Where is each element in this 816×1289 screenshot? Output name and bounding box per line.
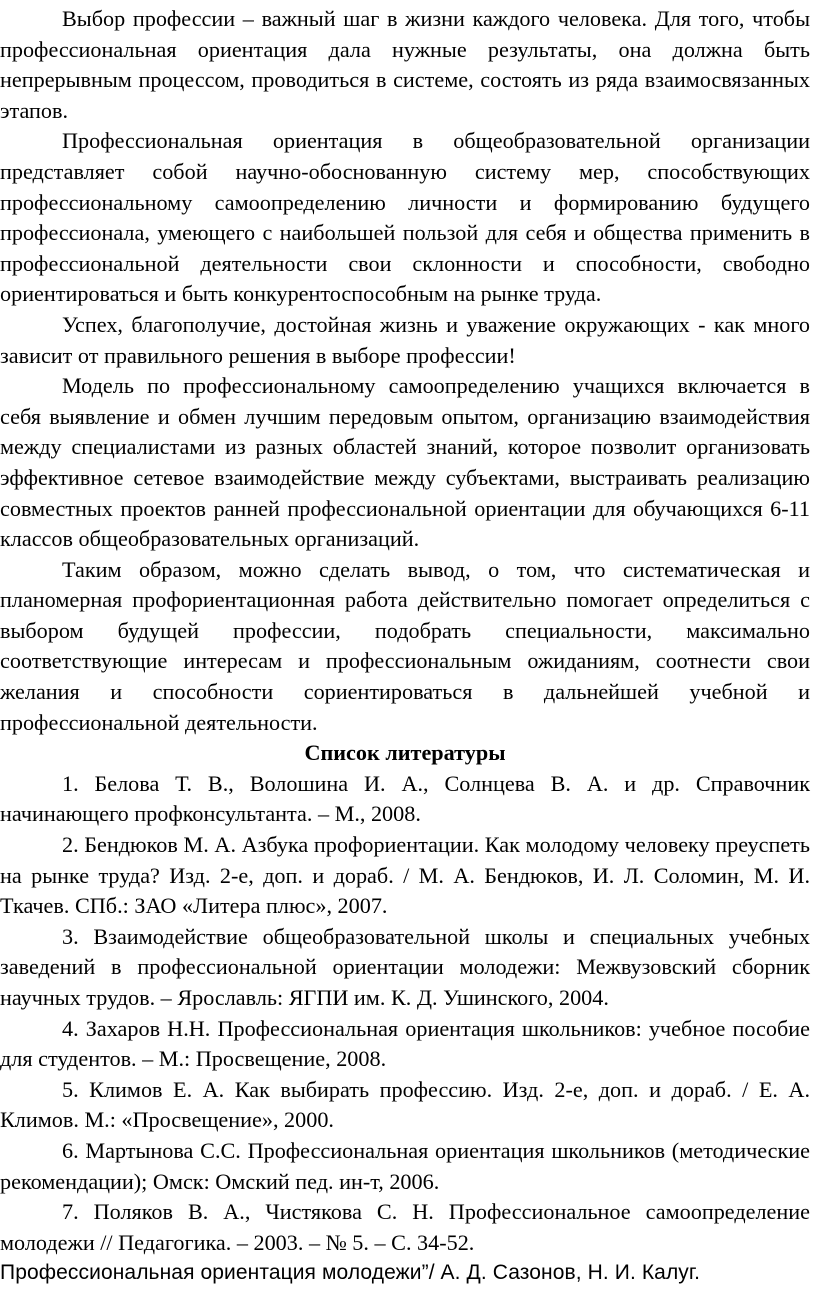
reference-item (0, 922, 810, 1014)
reference-number: 7. (62, 1199, 79, 1225)
body-paragraph-2: Профессиональная ориентация в общеобразовательной организации представляет собой научно-обоснованную систему мер, способствующих профессиональному самоопределению личности и формированию будущего профессионала, умеющего с наибольшей пользой для себя и общества применить в профессиональной деятельности свои склонности и способности, свободно ориентироваться и быть конкурентоспособным на рынке труда. (0, 128, 810, 307)
reference-item (0, 1014, 810, 1075)
reference-item (0, 769, 810, 830)
reference-number: 6. (62, 1137, 79, 1163)
reference-text: Поляков В. А., Чистякова С. Н. Профессиональное самоопределение молодежи // Педагогика. – 2003. – № 5. – С. 34-52. (0, 1199, 811, 1255)
body-paragraph-5: Таким образом, можно сделать вывод, о том, что систематическая и планомерная профориентационная работа действительно помогает определиться с выбором будущей профессии, подобрать специальности, максимально соответствующие интересам и профессиональным ожиданиям, соотнести свои желания и способности сориентироваться в дальнейшей учебной и профессиональной деятельности. (0, 556, 810, 735)
reference-number: 4. (62, 1015, 79, 1041)
reference-text: Бендюков М. А. Азбука профориентации. Как молодому человеку преуспеть на рынке труда? Изд. 2-е, доп. и дораб. / М. А. Бендюков, И. Л. Соломин, М. И. Ткачев. СПб.: ЗАО «Литера плюс», 2007. (0, 832, 810, 919)
reference-item (0, 1075, 810, 1136)
reference-text: Захаров Н.Н. Профессиональная ориентация школьников: учебное пособие для студентов. – М.: Просвещение, 2008. (0, 1015, 811, 1072)
references-list (0, 769, 810, 1259)
reference-text: Белова Т. В., Волошина И. А., Солнцева В. А. и др. Справочник начинающего профконсультанта. – М., 2008. (0, 770, 810, 827)
reference-number: 1. (62, 770, 79, 796)
reference-text: Взаимодействие общеобразовательной школы и специальных учебных заведений в профессиональной ориентации молодежи: Межвузовский сборник научных трудов. – Ярославль: ЯГПИ им. К. Д. Ушинского, 2004. (0, 923, 811, 1010)
reference-number: 5. (62, 1076, 79, 1102)
document-page (0, 4, 810, 1289)
reference-item (0, 830, 810, 922)
reference-text: Климов Е. А. Как выбирать профессию. Изд. 2-е, доп. и дораб. / Е. А. Климов. М.: «Просвещение», 2000. (0, 1076, 811, 1133)
references-heading: Список литературы (304, 740, 506, 766)
body-paragraph-4: Модель по профессиональному самоопределению учащихся включается в себя выявление и обмен лучшим передовым опытом, организацию взаимодействия между специалистами из разных областей знаний, которое позволит организовать эффективное сетевое взаимодействие между субъектами, выстраивать реализацию совместных проектов ранней профессиональной ориентации для обучающихся 6-11 классов общеобразовательных организаций. (0, 373, 810, 552)
reference-number: 2. (62, 832, 79, 858)
reference-item (0, 1197, 810, 1258)
reference-item (0, 1136, 810, 1197)
trailing-reference-line: Профессиональная ориентация молодежи”/ А. Д. Сазонов, Н. И. Калуг. (0, 1261, 701, 1285)
reference-text: Мартынова С.С. Профессиональная ориентация школьников (методические рекомендации); Омск: Омский пед. ин-т, 2006. (0, 1137, 811, 1194)
body-paragraph-3: Успех, благополучие, достойная жизнь и уважение окружающих - как много зависит от правильного решения в выборе профессии! (0, 311, 810, 368)
reference-number: 3. (62, 923, 79, 949)
body-paragraph-1: Выбор профессии – важный шаг в жизни каждого человека. Для того, чтобы профессиональная ориентация дала нужные результаты, она должна быть непрерывным процессом, проводиться в системе, состоять из ряда взаимосвязанных этапов. (0, 6, 810, 123)
